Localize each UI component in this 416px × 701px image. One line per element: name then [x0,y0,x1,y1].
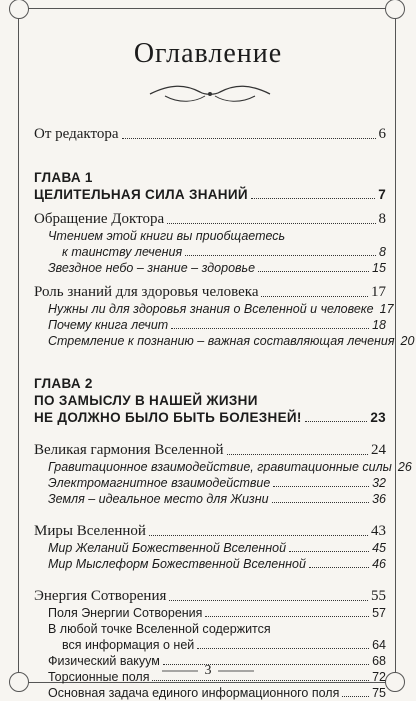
toc-entry[interactable]: От редактора 6 [34,126,386,142]
toc-entry[interactable]: НЕ ДОЛЖНО БЫЛО БЫТЬ БОЛЕЗНЕЙ! 23 [34,410,386,425]
toc-subentry[interactable]: вся информация о ней 64 [62,638,386,652]
toc-subentry[interactable]: Физический вакуум 68 [48,654,386,668]
toc-subentry[interactable]: к таинству лечения 8 [62,245,386,259]
toc-subentry[interactable]: Поля Энергии Сотворения 57 [48,606,386,620]
toc-subentry[interactable]: Основная задача единого информационного поля 75 [48,686,386,700]
toc-subentry[interactable]: Почему книга лечит 18 [48,318,386,332]
frame-corner-ornament [385,0,405,19]
frame-border [18,8,19,683]
toc-entry[interactable]: Энергия Сотворения 55 [34,588,386,604]
chapter-title: ПО ЗАМЫСЛУ В НАШЕЙ ЖИЗНИ [34,393,258,408]
title-flourish-ornament [145,82,275,106]
toc-entry[interactable]: Обращение Доктора 8 [34,211,386,227]
chapter-heading: ГЛАВА 1 [34,170,93,185]
toc-subentry[interactable]: Торсионные поля 72 [48,670,386,684]
toc-subentry[interactable]: Чтением этой книги вы приобщаетесь [48,229,286,243]
toc-subentry[interactable]: Звездное небо – знание – здоровье 15 [48,261,386,275]
toc-entry[interactable]: Великая гармония Вселенной 24 [34,442,386,458]
frame-border [18,8,396,9]
toc-entry[interactable]: Роль знаний для здоровья человека 17 [34,284,386,300]
frame-border [395,8,396,683]
toc-entry[interactable]: ЦЕЛИТЕЛЬНАЯ СИЛА ЗНАНИЙ 7 [34,187,386,202]
toc-subentry[interactable]: Гравитационное взаимодействие, гравитационные силы 26 [48,460,412,474]
toc-subentry[interactable]: В любой точке Вселенной содержится [48,622,271,636]
toc-entry[interactable]: Миры Вселенной 43 [34,523,386,539]
toc-subentry[interactable]: Электромагнитное взаимодействие 32 [48,476,386,490]
toc-subentry[interactable]: Мир Желаний Божественной Вселенной 45 [48,541,386,555]
page-title: Оглавление [133,38,283,69]
table-of-contents [34,126,415,701]
chapter-heading: ГЛАВА 2 [34,376,93,391]
page-number: 3 [204,663,212,678]
toc-subentry[interactable]: Нужны ли для здоровья знания о Вселенной и человеке 17 [48,302,394,316]
toc-subentry[interactable]: Мир Мыслеформ Божественной Вселенной 46 [48,557,386,571]
toc-subentry[interactable]: Стремление к познанию – важная составляющая лечения 20 [48,334,415,348]
frame-corner-ornament [9,0,29,19]
toc-subentry[interactable]: Земля – идеальное место для Жизни 36 [48,492,386,506]
